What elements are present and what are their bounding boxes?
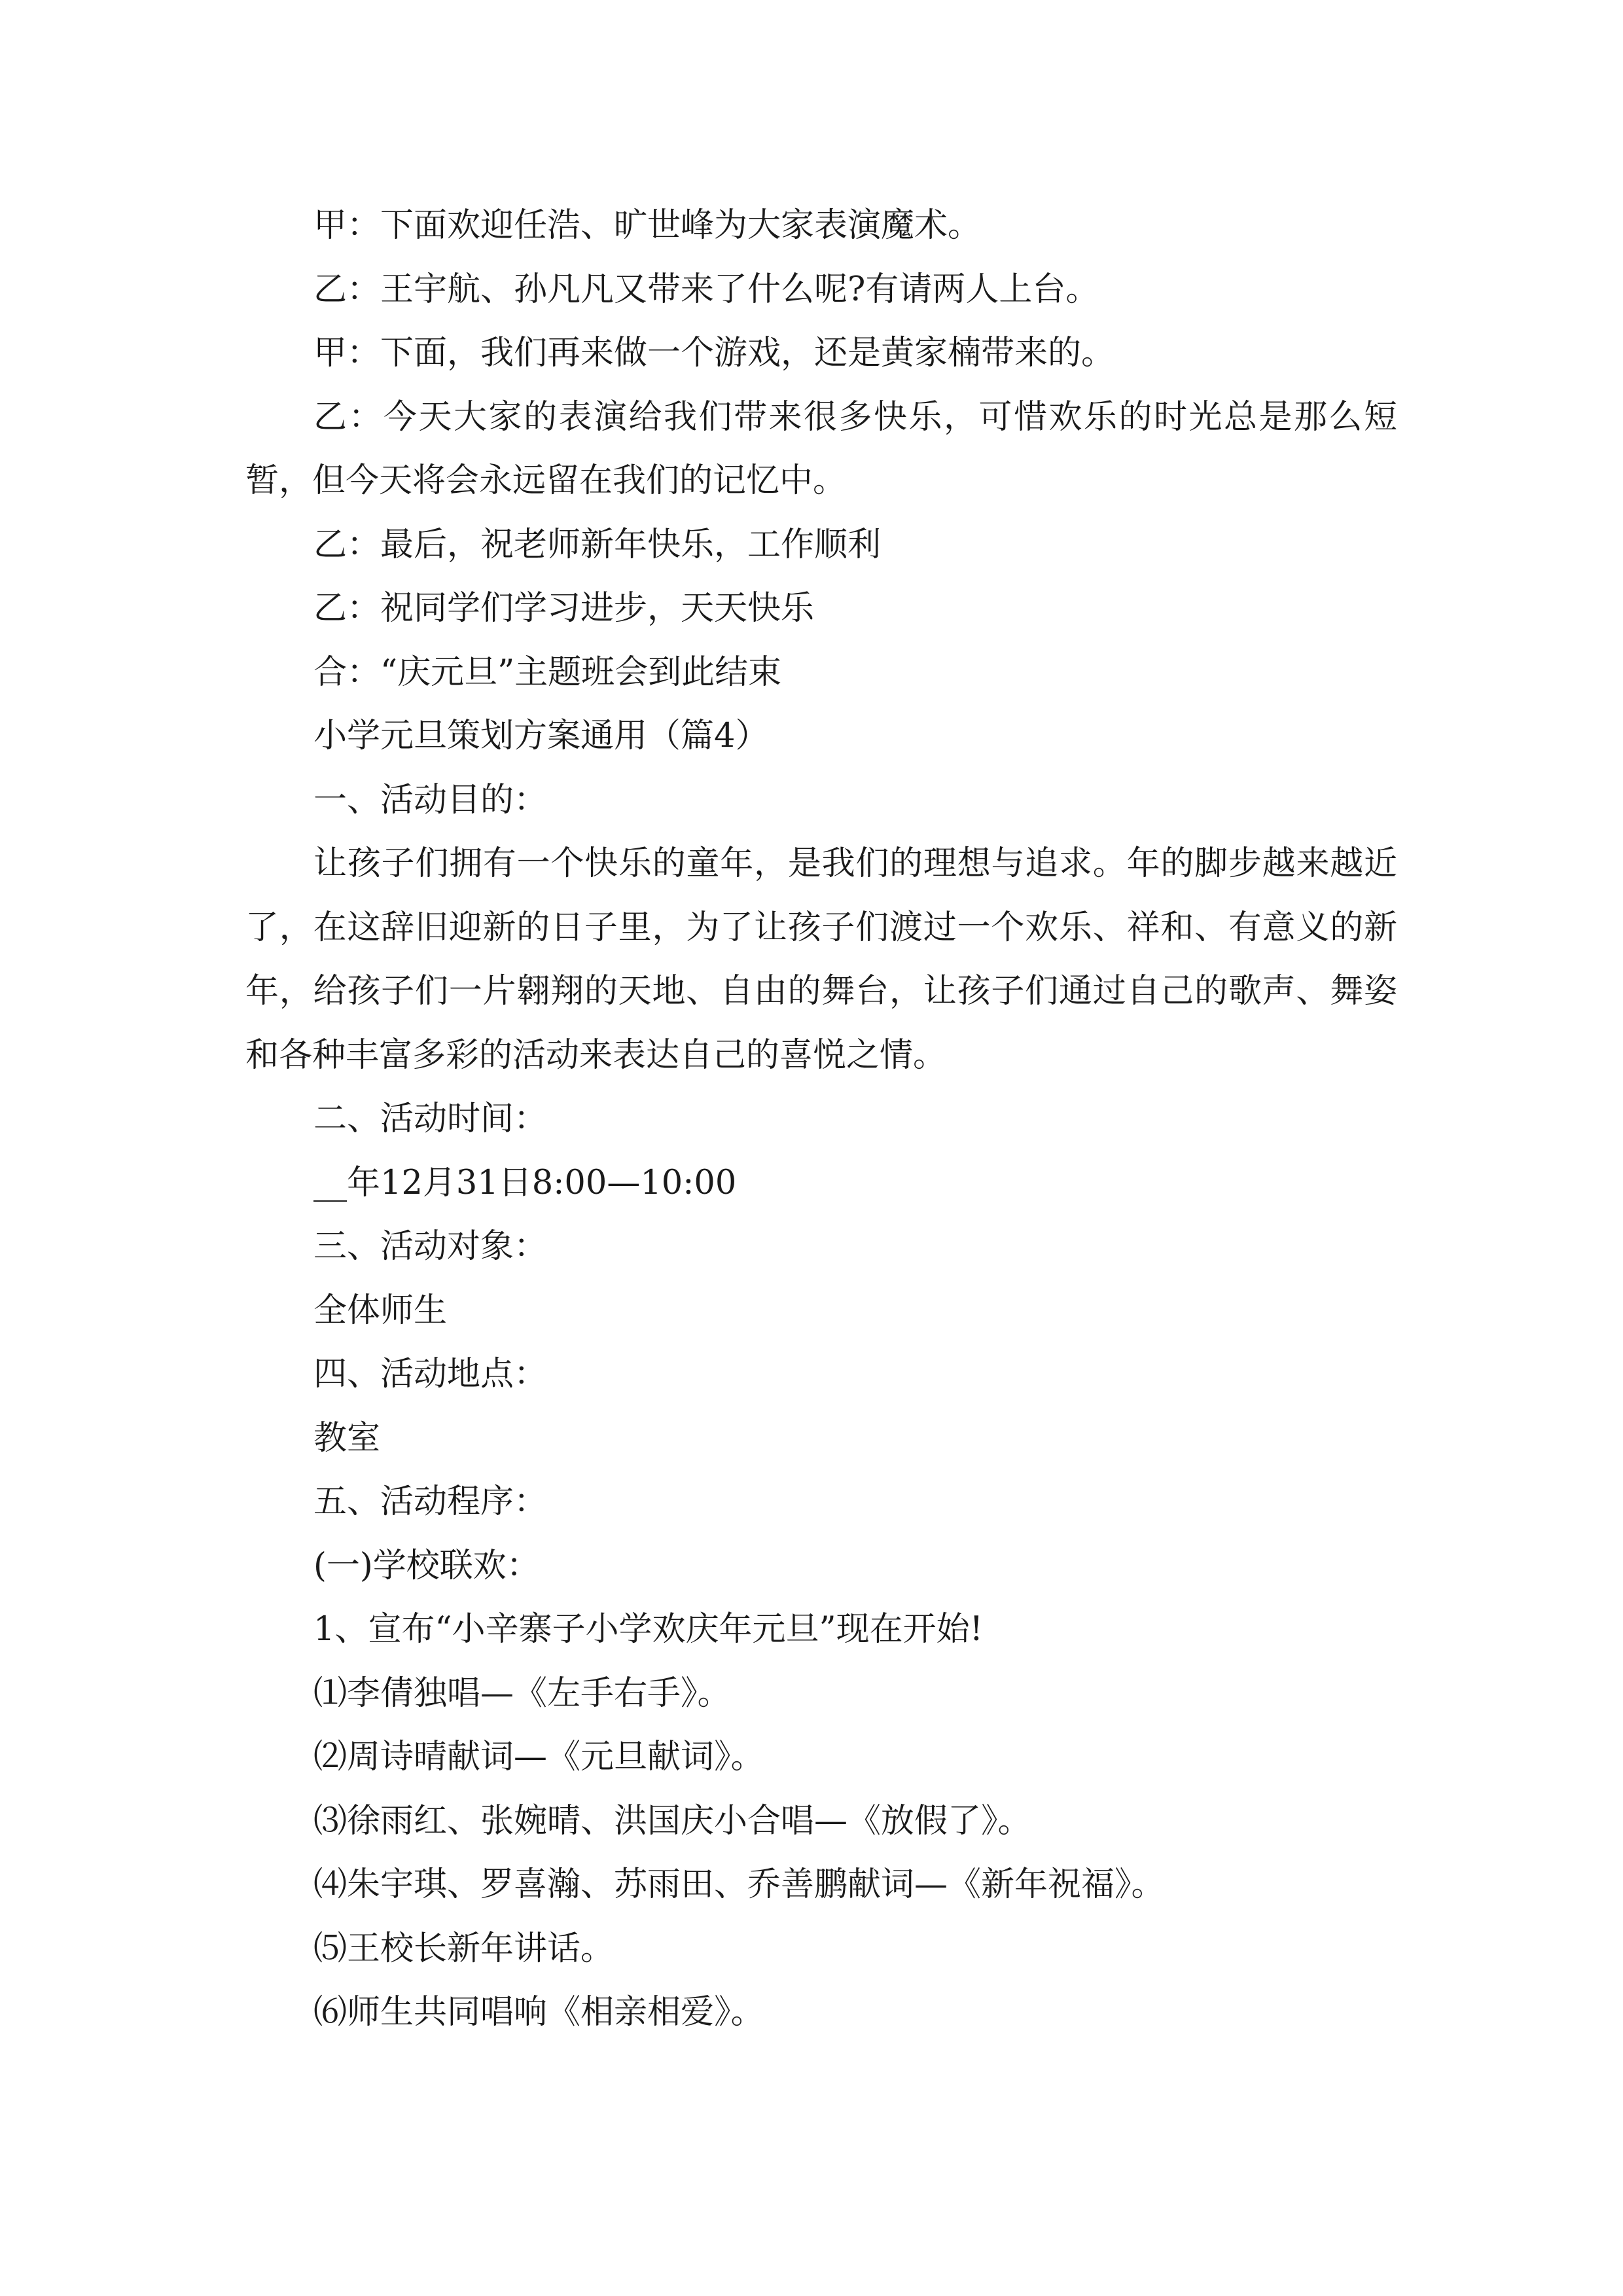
list-item: ⑷朱宇琪、罗喜瀚、苏雨田、乔善鹏献词—《新年祝福》。 — [313, 1865, 1165, 1904]
list-item: ⑴李倩独唱—《左手右手》。 — [313, 1674, 731, 1713]
list-item: 1、宣布“小辛寨子小学欢庆年元旦”现在开始! — [313, 1610, 984, 1649]
section-heading: 一、活动目的： — [313, 780, 548, 819]
dialogue-line: 乙：今天大家的表演给我们带来很多快乐，可惜欢乐的时光总是那么短暂，但今天将会永远留在我们的记忆中。 — [245, 397, 1397, 500]
body-paragraph: 教室 — [313, 1418, 381, 1458]
section-heading: 三、活动对象： — [313, 1227, 548, 1266]
body-paragraph: 让孩子们拥有一个快乐的童年，是我们的理想与追求。年的脚步越来越近了，在这辞旧迎新的日子里，为了让孩子们渡过一个欢乐、祥和、有意义的新年，给孩子们一片翱翔的天地、自由的舞台，让孩子们通过自己的歌声、舞姿和各种丰富多彩的活动来表达自己的喜悦之情。 — [245, 844, 1397, 1075]
dialogue-line: 甲：下面，我们再来做一个游戏，还是黄家楠带来的。 — [313, 334, 1115, 372]
sub-heading: (一)学校联欢： — [313, 1546, 540, 1585]
dialogue-line: 乙：最后，祝老师新年快乐，工作顺利 — [313, 525, 882, 564]
list-item: ⑶徐雨红、张婉晴、洪国庆小合唱—《放假了》。 — [313, 1801, 1031, 1840]
document-body — [245, 194, 1397, 2045]
dialogue-line: 甲：下面欢迎任浩、旷世峰为大家表演魔术。 — [313, 206, 982, 245]
body-paragraph: 全体师生 — [313, 1291, 448, 1330]
body-paragraph: __年12月31日8:00—10:00 — [313, 1163, 737, 1202]
dialogue-line: 乙：祝同学们学习进步，天天快乐 — [313, 589, 815, 628]
dialogue-line: 乙：王宇航、孙凡凡又带来了什么呢?有请两人上台。 — [313, 270, 1099, 309]
section-heading: 五、活动程序： — [313, 1482, 548, 1521]
list-item: ⑹师生共同唱响《相亲相爱》。 — [313, 1993, 764, 2032]
list-item: ⑸王校长新年讲话。 — [313, 1929, 615, 1968]
section-heading: 四、活动地点： — [313, 1355, 548, 1393]
section-title: 小学元旦策划方案通用（篇4） — [313, 717, 769, 755]
section-heading: 二、活动时间： — [313, 1100, 548, 1138]
dialogue-line: 合：“庆元旦”主题班会到此结束 — [313, 653, 782, 692]
list-item: ⑵周诗晴献词—《元旦献词》。 — [313, 1738, 764, 1776]
